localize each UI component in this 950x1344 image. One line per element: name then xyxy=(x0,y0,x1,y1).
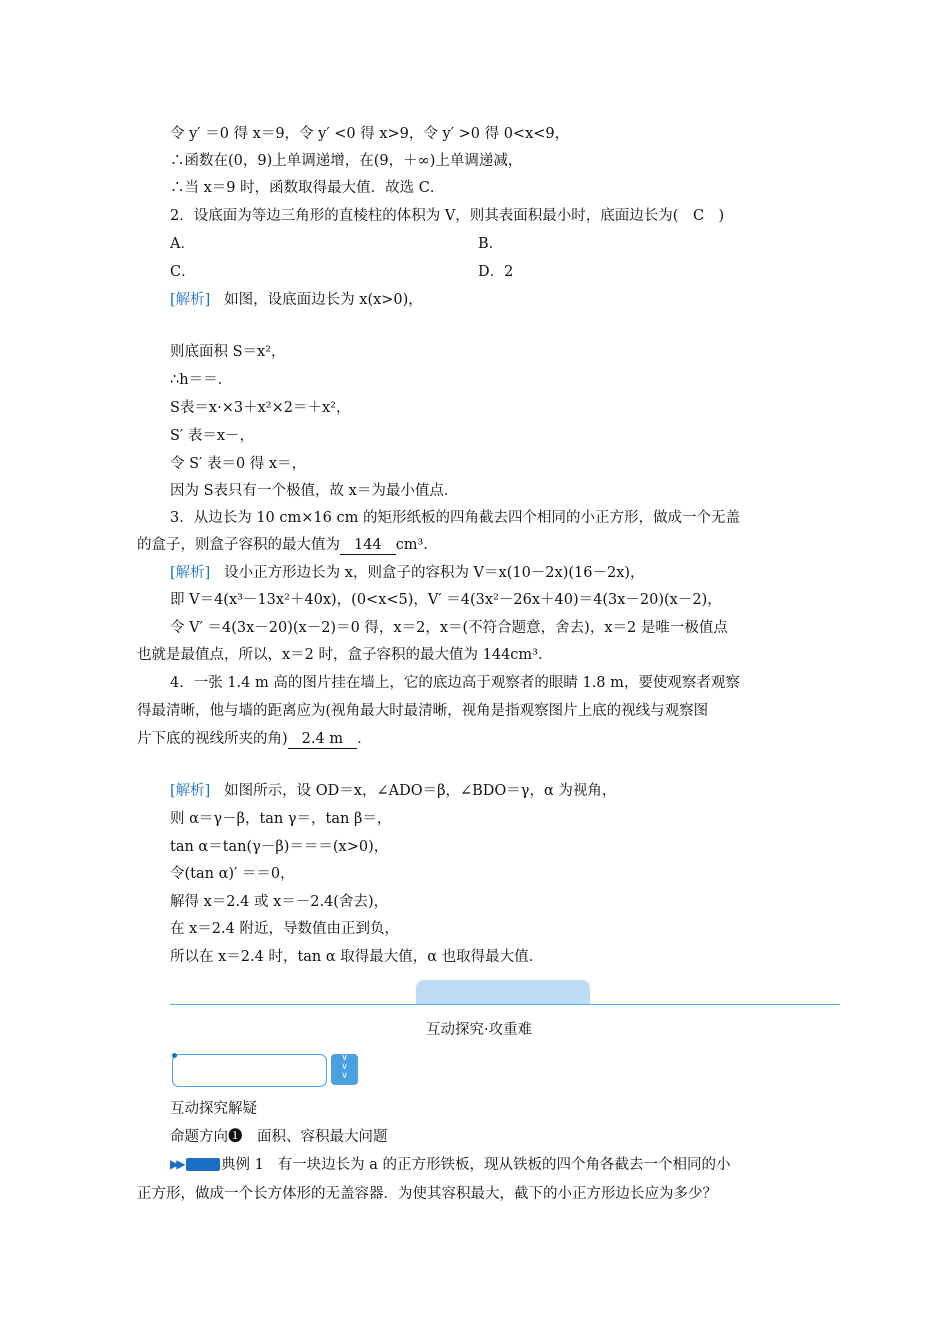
text-fragment: ． xyxy=(357,731,372,747)
option-a: A． xyxy=(170,236,195,252)
chevron-down-icon: ∨ ∨ ∨ xyxy=(331,1054,358,1085)
question-4-cont xyxy=(137,729,372,749)
text-fragment: 片下底的视线所夹的角) xyxy=(137,731,288,747)
analysis-text: 设小正方形边长为 x，则盒子的容积为 V＝x(10－2x)(16－2x)， xyxy=(224,565,645,581)
text-line: 令(tan α)′ ＝＝0， xyxy=(170,866,295,882)
text-fragment: cm³． xyxy=(395,537,438,553)
text-line: 得最清晰，他与墙的距离应为(视角最大时最清晰，视角是指观察图片上底的视线与观察图 xyxy=(137,703,709,719)
question-4: 4．一张 1.4 m 高的图片挂在墙上，它的底边高于观察者的眼睛 1.8 m，要使观察者观察 xyxy=(170,675,740,691)
topic-direction: 命题方向❶ 面积、容积最大问题 xyxy=(170,1129,388,1145)
example-text-cont: 正方形，做成一个长方体形的无盖容器．为使其容积最大，截下的小正方形边长应为多少？ xyxy=(137,1186,717,1202)
example-tag xyxy=(170,1157,220,1171)
text-line: tan α＝tan(γ－β)＝＝＝(x>0)， xyxy=(170,839,389,855)
section-divider xyxy=(170,1004,840,1005)
text-line: S表＝x·×3＋x²×2＝＋x²， xyxy=(170,400,351,416)
question-2: 2．设底面为等边三角形的直棱柱的体积为 V，则其表面积最小时，底面边长为( C ) xyxy=(170,208,725,224)
text-line: 则 α＝γ－β，tan γ＝，tan β＝， xyxy=(170,811,392,827)
analysis-text: 如图，设底面边长为 x(x>0)， xyxy=(224,292,423,308)
analysis-tag: [解析] xyxy=(170,292,211,308)
text-fragment: 的盒子，则盒子容积的最大值为 xyxy=(137,537,340,553)
text-line: 令 V′ ＝4(3x－20)(x－2)＝0 得，x＝2，x＝(不符合题意，舍去)，x＝2 是唯一极值点 xyxy=(170,620,728,636)
text-line: 令 y′ ＝0 得 x＝9，令 y′ <0 得 x>9，令 y′ >0 得 0<x<9， xyxy=(170,126,570,142)
subsection-title: 互动探究解疑 xyxy=(170,1101,257,1117)
bullet-dot xyxy=(172,1053,177,1058)
tag-bar xyxy=(186,1158,220,1171)
analysis-line xyxy=(170,290,423,310)
example-label: 典例 1 xyxy=(221,1157,264,1173)
text-line: 则底面积 S＝x²， xyxy=(170,344,286,360)
answer-blank: 144 xyxy=(340,537,396,555)
example-text: 有一块边长为 a 的正方形铁板，现从铁板的四个角各截去一个相同的小 xyxy=(277,1157,731,1173)
analysis-text: 如图所示，设 OD＝x，∠ADO＝β，∠BDO＝γ，α 为视角， xyxy=(224,783,617,799)
text-line: ∴h＝＝． xyxy=(170,372,233,388)
analysis-tag: [解析] xyxy=(170,783,211,799)
analysis-tag: [解析] xyxy=(170,565,211,581)
text-line: S′ 表＝x－， xyxy=(170,428,255,444)
option-c: C． xyxy=(170,264,196,280)
text-line: 令 S′ 表＝0 得 x＝， xyxy=(170,456,307,472)
double-arrow-icon: ▶▶ xyxy=(170,1157,183,1171)
section-tab xyxy=(416,980,590,1005)
text-line: 因为 S表只有一个极值，故 x＝为最小值点． xyxy=(170,483,459,499)
analysis-line xyxy=(170,781,616,801)
answer-blank: 2.4 m xyxy=(288,731,357,749)
section-header-box xyxy=(172,1054,327,1087)
example-line xyxy=(221,1155,731,1175)
option-d: D．2 xyxy=(478,264,514,280)
text-line: 在 x＝2.4 附近，导数值由正到负， xyxy=(170,921,399,937)
text-line: 所以在 x＝2.4 时，tan α 取得最大值，α 也取得最大值． xyxy=(170,949,544,965)
section-title: 互动探究·攻重难 xyxy=(426,1022,533,1038)
text-line: ∴当 x＝9 时，函数取得最大值．故选 C． xyxy=(170,180,445,196)
question-3-cont xyxy=(137,535,438,555)
analysis-line xyxy=(170,563,645,583)
text-line: ∴函数在(0，9)上单调递增，在(9，＋∞)上单调递减， xyxy=(170,153,523,169)
text-line: 解得 x＝2.4 或 x＝－2.4(舍去)， xyxy=(170,894,389,910)
text-line: 即 V＝4(x³－13x²＋40x)，(0<x<5)，V′ ＝4(3x²－26x＋40)＝4(3x－20)(x－2)， xyxy=(170,592,722,608)
question-3: 3．从边长为 10 cm×16 cm 的矩形纸板的四角截去四个相同的小正方形，做成一个无盖 xyxy=(170,510,740,526)
text-line: 也就是最值点，所以，x＝2 时，盒子容积的最大值为 144cm³． xyxy=(137,647,553,663)
option-b: B． xyxy=(478,236,504,252)
